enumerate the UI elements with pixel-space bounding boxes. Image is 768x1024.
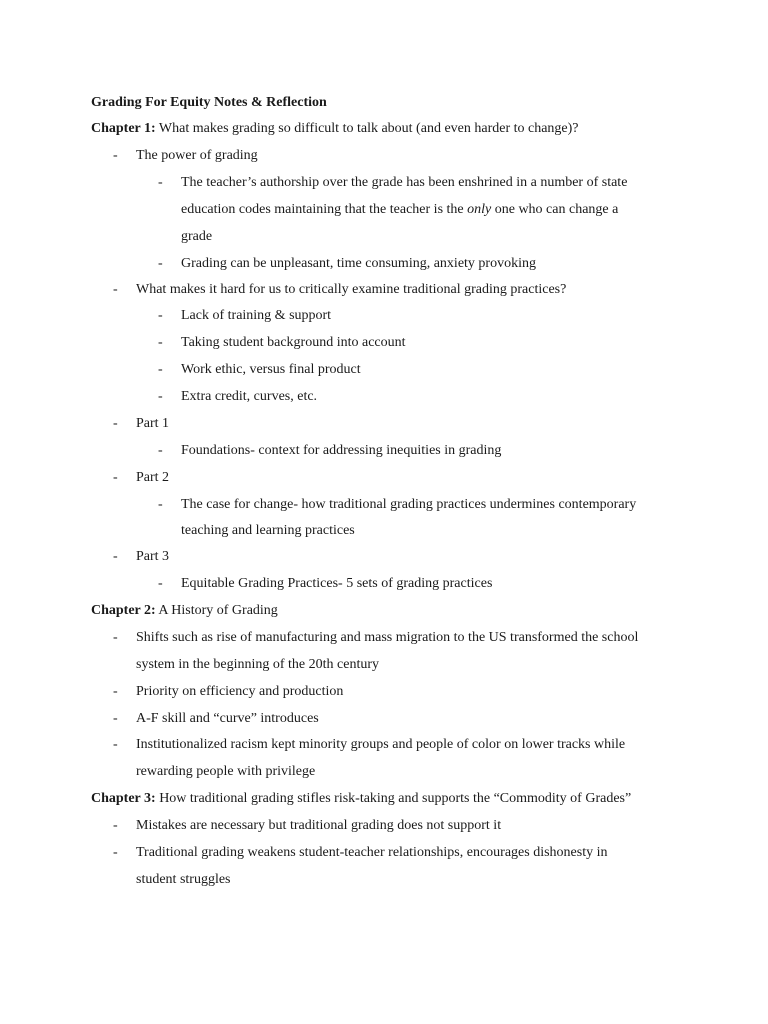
sub-list-item: Extra credit, curves, etc. — [181, 389, 318, 404]
chapter-3-heading — [91, 790, 631, 808]
bullet-dash: - — [113, 818, 118, 833]
sub-bullet-dash: - — [158, 497, 163, 512]
document-title: Grading For Equity Notes & Reflection — [91, 95, 327, 110]
sub-list-item: The teacher’s authorship over the grade has been enshrined in a number of state — [181, 175, 628, 190]
list-item: Shifts such as rise of manufacturing and mass migration to the US transformed the school — [136, 630, 639, 645]
list-item: Institutionalized racism kept minority groups and people of color on lower tracks while — [136, 737, 626, 752]
list-item: Traditional grading weakens student-teacher relationships, encourages dishonesty in — [136, 845, 608, 860]
bullet-dash: - — [113, 845, 118, 860]
sub-bullet-dash: - — [158, 443, 163, 458]
bullet-dash: - — [113, 684, 118, 699]
sub-list-item: Foundations- context for addressing inequities in grading — [181, 443, 502, 458]
bullet-dash: - — [113, 282, 118, 297]
list-item-continued: system in the beginning of the 20th century — [136, 657, 380, 672]
sub-bullet-dash: - — [158, 256, 163, 271]
sub-list-item: Lack of training & support — [181, 308, 332, 323]
sub-list-item: Equitable Grading Practices- 5 sets of grading practices — [181, 576, 493, 591]
sub-bullet-dash: - — [158, 335, 163, 350]
list-item: Part 3 — [136, 549, 170, 564]
bullet-dash: - — [113, 711, 118, 726]
chapter-1-heading — [91, 120, 579, 138]
list-item: What makes it hard for us to critically examine traditional grading practices? — [136, 282, 567, 297]
sub-list-item: The case for change- how traditional grading practices undermines contemporary — [181, 497, 637, 512]
sub-list-item-continued: teaching and learning practices — [181, 523, 355, 538]
bullet-dash: - — [113, 416, 118, 431]
chapter-2-heading — [91, 602, 278, 620]
bullet-dash: - — [113, 630, 118, 645]
list-item: Part 1 — [136, 416, 170, 431]
text-segment: education codes maintaining that the teacher is the — [181, 202, 468, 217]
bullet-dash: - — [113, 470, 118, 485]
text-segment: one who can change a — [491, 202, 619, 217]
list-item: A-F skill and “curve” introduces — [136, 711, 319, 726]
sub-list-item: Taking student background into account — [181, 335, 406, 350]
chapter-1-label: Chapter 1: — [91, 121, 156, 136]
sub-bullet-dash: - — [158, 362, 163, 377]
bullet-dash: - — [113, 148, 118, 163]
sub-list-item: Grading can be unpleasant, time consuming, anxiety provoking — [181, 256, 536, 271]
chapter-3-title: How traditional grading stifles risk-taking and supports the “Commodity of Grades” — [155, 791, 632, 806]
list-item: The power of grading — [136, 148, 258, 163]
bullet-dash: - — [113, 549, 118, 564]
list-item: Part 2 — [136, 470, 170, 485]
sub-list-item-continued — [181, 201, 618, 219]
chapter-1-title: What makes grading so difficult to talk about (and even harder to change)? — [155, 121, 579, 136]
chapter-2-label: Chapter 2: — [91, 603, 156, 618]
sub-bullet-dash: - — [158, 576, 163, 591]
sub-bullet-dash: - — [158, 389, 163, 404]
sub-bullet-dash: - — [158, 175, 163, 190]
sub-list-item: Work ethic, versus final product — [181, 362, 361, 377]
bullet-dash: - — [113, 737, 118, 752]
list-item: Mistakes are necessary but traditional grading does not support it — [136, 818, 502, 833]
list-item-continued: student struggles — [136, 872, 231, 887]
chapter-2-title: A History of Grading — [155, 603, 278, 618]
chapter-3-label: Chapter 3: — [91, 791, 156, 806]
list-item: Priority on efficiency and production — [136, 684, 344, 699]
emphasis-text: only — [467, 202, 492, 217]
sub-bullet-dash: - — [158, 308, 163, 323]
sub-list-item-continued: grade — [181, 229, 213, 244]
list-item-continued: rewarding people with privilege — [136, 764, 316, 779]
